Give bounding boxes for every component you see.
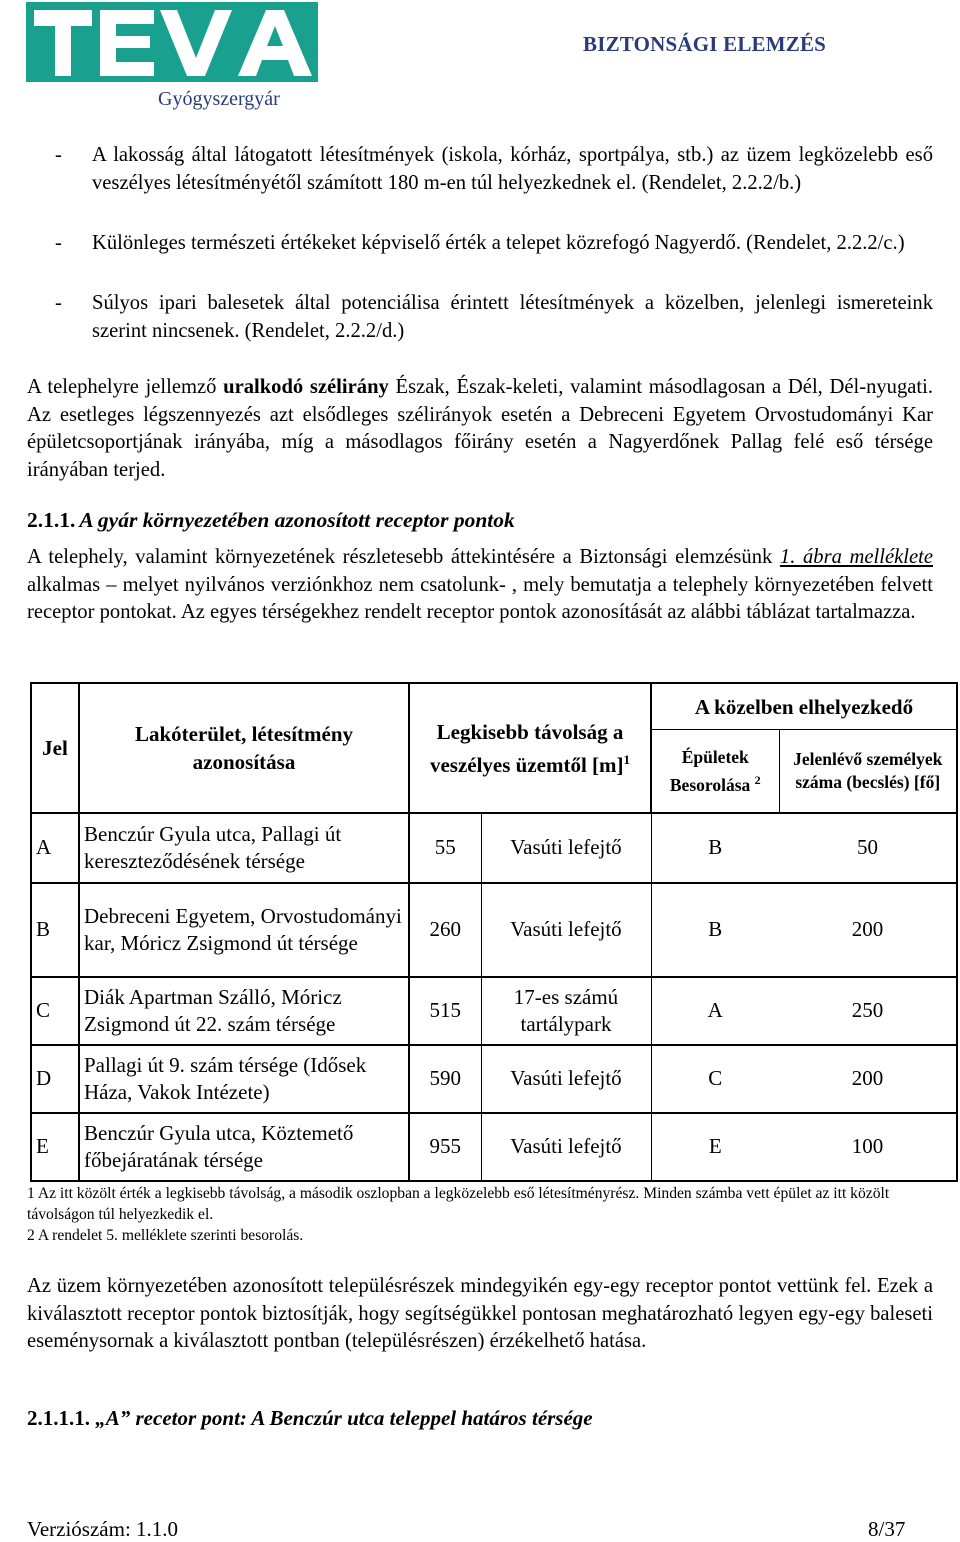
- bullet-text: Különleges természeti értékeket képviselő érték a telepet közrefogó Nagyerdő. (Rendelet, 2.2.2/c.): [92, 232, 905, 254]
- subsection-title: „A” recetor pont: A Benczúr utca teleppel határos térsége: [95, 1406, 593, 1430]
- table-row: [31, 813, 957, 883]
- cell-class: B: [651, 813, 779, 883]
- header-buildings-text: Épületek Besorolása: [669, 746, 751, 795]
- closing-paragraph: Az üzem környezetében azonosított településrészek mindegyikén egy-egy receptor pontot vettünk fel. Ezek a kiválasztott receptor pontok biztosítják, hogy segítségükkel pontosan meghatározható legyen egy-egy baleseti eseménysornak a kiválasztott pontban (településrészen) érzékelhető hatása.: [27, 1275, 933, 1352]
- cell-distance: 590: [409, 1045, 481, 1113]
- cell-area: Benczúr Gyula utca, Köztemető főbejáratának térsége: [79, 1113, 409, 1181]
- subsection-heading: [27, 1406, 593, 1431]
- header-jel: Jel: [31, 683, 79, 813]
- section-text-before: A telephely, valamint környezetének részletesebb áttekintésére a Biztonsági elemzésünk: [27, 546, 780, 568]
- header-area: Lakóterület, létesítmény azonosítása: [79, 683, 409, 813]
- cell-persons: 200: [779, 883, 957, 977]
- section-text-after: alkalmas – melyet nyilvános verziónkhoz nem csatolunk- , mely bemutatja a telephely környezetében felvett receptor pontokat. Az egyes térségekhez rendelt receptor pontok azonosítását az alábbi táblázat tartalmazza.: [27, 573, 933, 623]
- bullet-text: Súlyos ipari balesetek által potenciálisa érintett létesítmények a közelben, jelenlegi ismereteink szerint nincsenek. (Rendelet, 2.2.2/d.): [92, 292, 933, 342]
- table-row: [31, 883, 957, 977]
- section-title: A gyár környezetében azonosított receptor pontok: [79, 508, 515, 532]
- footnote-ref-1: 1: [623, 751, 631, 767]
- cell-jel: C: [31, 977, 79, 1045]
- cell-class: B: [651, 883, 779, 977]
- cell-persons: 250: [779, 977, 957, 1045]
- cell-distance: 955: [409, 1113, 481, 1181]
- cell-distance: 260: [409, 883, 481, 977]
- cell-persons: 200: [779, 1045, 957, 1113]
- bullet-item: [55, 290, 933, 345]
- table-row: [31, 1113, 957, 1181]
- wind-text-after: Észak, Észak-keleti, valamint másodlagosan a Dél, Dél-nyugati. Az esetleges légszennyezés azt elsődleges szélirányok esetén a Debreceni Egyetem Orvostudományi Kar épületcsoportjának irányába, míg a másodlagos főirány esetén a Nagyerdőnek Pallag felé eső térsége irányában terjed.: [27, 376, 933, 481]
- teva-logo: [26, 2, 318, 82]
- wind-direction-paragraph: [27, 374, 933, 484]
- cell-source: Vasúti lefejtő: [481, 813, 651, 883]
- wind-bold-term: uralkodó szélirány: [223, 376, 389, 398]
- bullet-dash: -: [55, 232, 62, 254]
- cell-source: 17-es számú tartálypark: [481, 977, 651, 1045]
- cell-class: A: [651, 977, 779, 1045]
- bullet-dash: -: [55, 292, 62, 314]
- attachment-link[interactable]: 1. ábra melléklete: [779, 546, 933, 568]
- bullet-item: [55, 230, 933, 258]
- bullet-item: [55, 142, 933, 197]
- cell-area: Debreceni Egyetem, Orvostudományi kar, Móricz Zsigmond út térsége: [79, 883, 409, 977]
- header-persons: Jelenlévő személyek száma (becslés) [fő]: [779, 730, 957, 813]
- cell-source: Vasúti lefejtő: [481, 883, 651, 977]
- section-number: 2.1.1.: [27, 508, 76, 532]
- cell-area: Benczúr Gyula utca, Pallagi út kereszteződésének térsége: [79, 813, 409, 883]
- subsection-number: 2.1.1.1.: [27, 1406, 90, 1430]
- table-row: [31, 977, 957, 1045]
- cell-class: C: [651, 1045, 779, 1113]
- cell-persons: 50: [779, 813, 957, 883]
- cell-area: Diák Apartman Szálló, Móricz Zsigmond út 22. szám térsége: [79, 977, 409, 1045]
- cell-jel: D: [31, 1045, 79, 1113]
- cell-source: Vasúti lefejtő: [481, 1045, 651, 1113]
- cell-area: Pallagi út 9. szám térsége (Idősek Háza, Vakok Intézete): [79, 1045, 409, 1113]
- cell-jel: A: [31, 813, 79, 883]
- bullet-dash: -: [55, 144, 62, 166]
- cell-class: E: [651, 1113, 779, 1181]
- bullet-text: A lakosság által látogatott létesítmények (iskola, kórház, sportpálya, stb.) az üzem legközelebb eső veszélyes létesítményétől számított 180 m-en túl helyezkednek el. (Rendelet, 2.2.2/b.): [92, 144, 933, 194]
- table-row: [31, 1045, 957, 1113]
- cell-source: Vasúti lefejtő: [481, 1113, 651, 1181]
- wind-text-before: A telephelyre jellemző: [27, 376, 224, 398]
- cell-distance: 55: [409, 813, 481, 883]
- footnote-ref-2: 2: [754, 772, 761, 787]
- footer-version: Verziószám: 1.1.0: [27, 1517, 179, 1541]
- footnote-1: 1 Az itt közölt érték a legkisebb távolság, a második oszlopban a legközelebb eső létesítményrész. Minden számba vett épület az itt közölt távolságon túl helyezkedik el.: [27, 1185, 890, 1223]
- section-heading: [27, 508, 515, 533]
- footnote-2: 2 A rendelet 5. melléklete szerinti besorolás.: [27, 1227, 304, 1244]
- header-distance-text: Legkisebb távolság a veszélyes üzemtől [m]: [429, 719, 624, 777]
- header-distance: [409, 683, 651, 813]
- cell-jel: E: [31, 1113, 79, 1181]
- cell-persons: 100: [779, 1113, 957, 1181]
- section-paragraph: [27, 544, 933, 627]
- document-title: BIZTONSÁGI ELEMZÉS: [583, 32, 827, 56]
- header-buildings: [651, 730, 779, 813]
- receptor-table: [30, 682, 958, 1182]
- header-nearby-group: A közelben elhelyezkedő: [651, 683, 957, 730]
- cell-distance: 515: [409, 977, 481, 1045]
- company-subtitle: Gyógyszergyár: [158, 88, 280, 110]
- page-number: 8/37: [868, 1517, 906, 1541]
- cell-jel: B: [31, 883, 79, 977]
